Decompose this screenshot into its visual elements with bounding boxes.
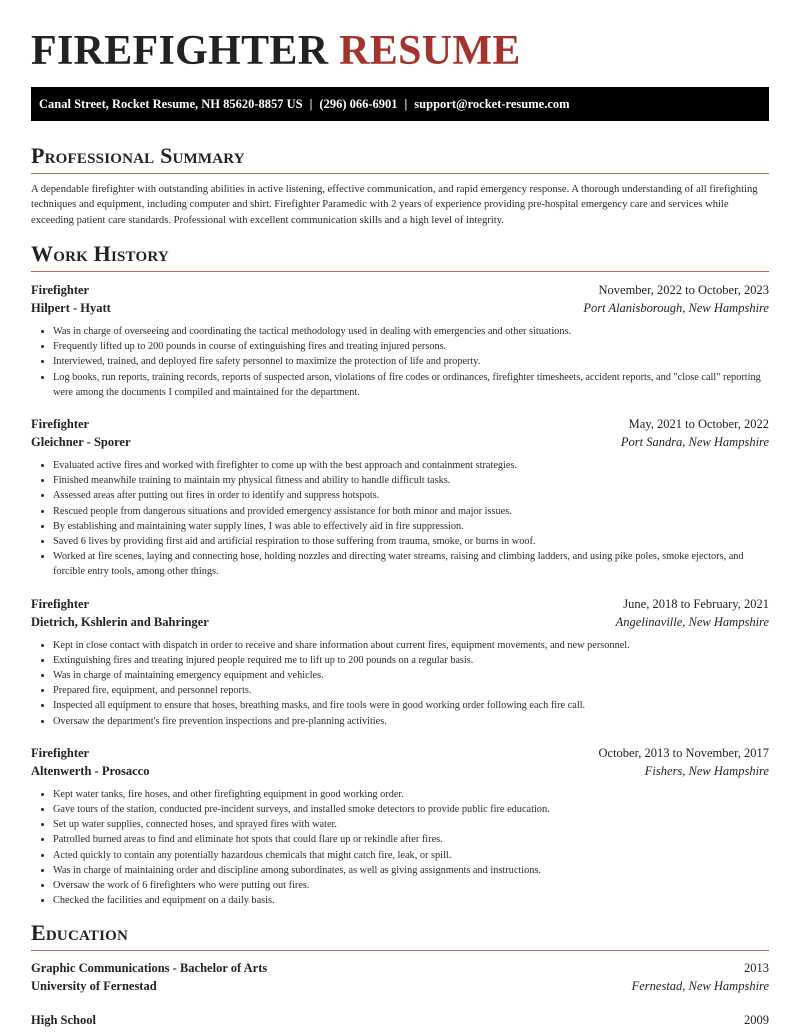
education-entry [31, 1011, 769, 1029]
resume-page [31, 0, 769, 1029]
contact-email: support@rocket-resume.com [414, 97, 570, 111]
bullet-item: • Frequently lifted up to 200 pounds in course of extinguishing fires and treating injured persons. [53, 339, 769, 354]
bullet-item: • Kept in close contact with dispatch in order to receive and share information about current fires, equipment movements, and new personnel. [53, 638, 769, 653]
bullet-item: • Oversaw the work of 6 firefighters who were putting out fires. [53, 878, 769, 893]
contact-bar [31, 87, 769, 121]
summary-text: A dependable firefighter with outstanding abilities in active listening, effective communication, and rapid emergency response. A thorough understanding of all firefighting techniques and equipment, including computer and shirt. Firefighter Paramedic with 2 years of experience providing pre-hospital emergency care and services while exceeding patient care standards. Professional with excellent communication skills and a high level of integrity. [31, 184, 758, 226]
job-entry [31, 415, 769, 580]
bullet-item: • Worked at fire scenes, laying and connecting hose, holding nozzles and directing water streams, raising and climbing ladders, and using pike poles, smoke ejectors, and forcible entry tools, among other things. [53, 549, 769, 579]
bullet-item: • Was in charge of maintaining emergency equipment and vehicles. [53, 668, 769, 683]
bullet-item: • Evaluated active fires and worked with firefighter to come up with the best approach and containment strategies. [53, 458, 769, 473]
bullet-item: • Log books, run reports, training records, reports of suspected arson, violations of fire codes or ordinances, firefighter timesheets, accident reports, and "close call" reporting were among the documents I compiled and maintained for the department. [53, 370, 769, 400]
job-location: Fishers, New Hampshire [644, 763, 769, 778]
bullet-item: • Patrolled burned areas to find and eliminate hot spots that could flare up or rekindle after fires. [53, 832, 769, 847]
education-location: Fernestad, New Hampshire [631, 979, 769, 994]
education-year: 2009 [744, 1013, 769, 1028]
contact-address: Canal Street, Rocket Resume, NH 85620-8857 US [39, 97, 303, 111]
work-history-heading: Work History [31, 241, 769, 272]
contact-separator: | [309, 97, 313, 111]
bullet-item: • Acted quickly to contain any potentially hazardous chemicals that might catch fire, leak, or spill. [53, 848, 769, 863]
bullet-item: • Was in charge of maintaining order and discipline among subordinates, as well as giving assignments and instructions. [53, 863, 769, 878]
job-bullets [31, 787, 769, 909]
contact-phone: (296) 066-6901 [319, 97, 398, 111]
bullet-item: • By establishing and maintaining water supply lines, I was able to effectively aid in fire suppression. [53, 519, 769, 534]
bullet-item: • Finished meanwhile training to maintain my physical fitness and ability to handle difficult tasks. [53, 473, 769, 488]
job-bullets [31, 638, 769, 729]
job-bullets [31, 458, 769, 580]
job-role: Firefighter [31, 745, 90, 760]
job-company: Gleichner - Sporer [31, 434, 131, 449]
bullet-item: • Set up water supplies, connected hoses, and sprayed fires with water. [53, 817, 769, 832]
education-degree: Graphic Communications - Bachelor of Arts [31, 961, 268, 976]
title-accent: RESUME [339, 28, 521, 74]
bullet-item: • Oversaw the department's fire prevention inspections and pre-planning activities. [53, 714, 769, 729]
job-dates: May, 2021 to October, 2022 [628, 416, 769, 431]
job-company: Dietrich, Kshlerin and Bahringer [31, 614, 209, 629]
bullet-item: • Interviewed, trained, and deployed fire safety personnel to maximize the protection of life and property. [53, 354, 769, 369]
education-year: 2013 [744, 961, 769, 976]
job-dates: November, 2022 to October, 2023 [598, 282, 769, 297]
bullet-item: • Rescued people from dangerous situations and provided emergency assistance for both minor and major issues. [53, 504, 769, 519]
job-dates: June, 2018 to February, 2021 [623, 596, 769, 611]
job-location: Port Alanisborough, New Hampshire [583, 300, 769, 315]
job-dates: October, 2013 to November, 2017 [598, 745, 769, 760]
bullet-item: • Inspected all equipment to ensure that hoses, breathing masks, and fire tools were in good working order following each fire call. [53, 698, 769, 713]
bullet-item: • Gave tours of the station, conducted pre-incident surveys, and installed smoke detectors to provide public fire education. [53, 802, 769, 817]
bullet-item: • Assessed areas after putting out fires in order to identify and suppress hotspots. [53, 488, 769, 503]
job-role: Firefighter [31, 596, 90, 611]
bullet-item: • Kept water tanks, fire hoses, and other firefighting equipment in good working order. [53, 787, 769, 802]
bullet-item: • Was in charge of overseeing and coordinating the tactical methodology used in dealing with emergencies and other situations. [53, 324, 769, 339]
job-location: Port Sandra, New Hampshire [620, 434, 769, 449]
job-entry [31, 595, 769, 729]
job-bullets [31, 324, 769, 400]
bullet-item: • Prepared fire, equipment, and personnel reports. [53, 683, 769, 698]
bullet-item: • Checked the facilities and equipment on a daily basis. [53, 893, 769, 908]
education-school: University of Fernestad [31, 979, 157, 994]
job-role: Firefighter [31, 282, 90, 297]
education-heading: Education [31, 920, 769, 951]
education-entry [31, 959, 769, 995]
bullet-item: • Saved 6 lives by providing first aid and artificial respiration to those suffering from trauma, smoke, or burns in woof. [53, 534, 769, 549]
title-main: FIREFIGHTER [31, 28, 329, 74]
job-location: Angelinaville, New Hampshire [615, 614, 769, 629]
contact-separator: | [404, 97, 408, 111]
job-role: Firefighter [31, 416, 90, 431]
bullet-item: • Extinguishing fires and treating injured people required me to lift up to 200 pounds on a regular basis. [53, 653, 769, 668]
job-entry [31, 744, 769, 909]
job-company: Hilpert - Hyatt [31, 300, 111, 315]
job-company: Altenwerth - Prosacco [31, 763, 150, 778]
summary-heading: Professional Summary [31, 143, 769, 174]
resume-title [31, 28, 769, 74]
job-entry [31, 281, 769, 400]
education-degree: High School [31, 1013, 96, 1028]
